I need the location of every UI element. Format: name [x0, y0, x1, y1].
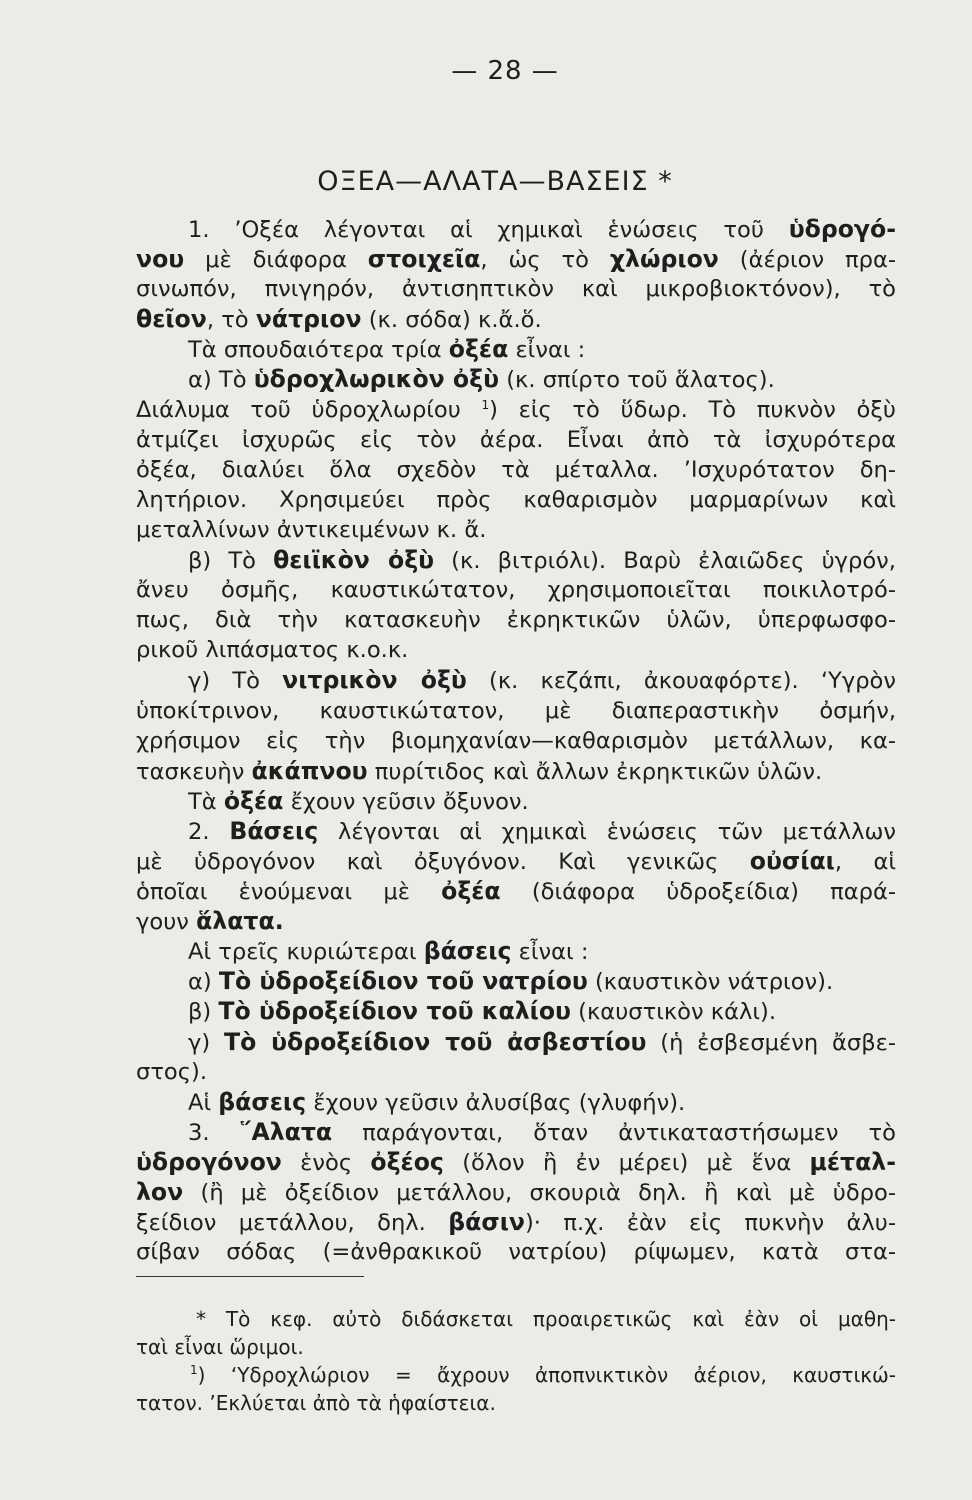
text-line: μὲ ὑδρογόνον καὶ ὀξυγόνον. Καὶ γενικῶς οὐσίαι, αἱ	[136, 846, 896, 875]
page-number: — 28 —	[451, 56, 559, 86]
text-line: ὀξέα, διαλύει ὅλα σχεδὸν τὰ μέταλλα. ’Ισχυρότατον δη-	[136, 456, 896, 483]
text-line: σινωπόν, πνιγηρόν, ἀντισηπτικὸν καὶ μικροβιοκτόνον), τὸ	[136, 276, 896, 303]
text-line: ἀτμίζει ἰσχυρῶς εἰς τὸν ἀέρα. Εἶναι ἀπὸ τὰ ἰσχυρότερα	[136, 426, 896, 453]
footnote-line: * Τὸ κεφ. αὐτὸ διδάσκεται προαιρετικῶς καὶ ἐὰν οἱ μαθη-	[196, 1307, 896, 1331]
text-line: ξείδιον μετάλλου, δηλ. βάσιν)· π.χ. ἐὰν εἰς πυκνὴν ἀλυ-	[136, 1208, 896, 1237]
text-line: χρήσιμον εἰς τὴν βιομηχανίαν—καθαρισμὸν μετάλλων, κα-	[136, 727, 896, 754]
chapter-title: ΟΞΕΑ—ΑΛΑΤΑ—ΒΑΣΕΙΣ *	[317, 166, 673, 197]
text-line: 2. Βάσεις λέγονται αἱ χημικαὶ ἑνώσεις τῶν μετάλλων	[188, 816, 896, 845]
text-line: 3. ῞Αλατα παράγονται, ὅταν ἀντικαταστήσωμεν τὸ	[188, 1117, 896, 1146]
text-line: ὑδρογόνον ἑνὸς ὀξέος (ὅλον ἢ ἐν μέρει) μὲ ἕνα μέταλ-	[136, 1147, 896, 1176]
text-line: ἄνευ ὀσμῆς, καυστικώτατον, χρησιμοποιεῖται ποικιλοτρό-	[136, 577, 896, 604]
footnote-divider	[136, 1276, 364, 1277]
main-text	[136, 214, 896, 1267]
text-line: ὑποκίτρινον, καυστικώτατον, μὲ διαπεραστικὴν ὀσμήν,	[136, 697, 896, 724]
text-line: β) Τὸ θειϊκὸν ὀξὺ (κ. βιτριόλι). Βαρὺ ἐλαιῶδες ὑγρόν,	[188, 546, 896, 575]
text-line: Τὰ ὀξέα ἔχουν γεῦσιν ὄξυνον.	[188, 786, 529, 815]
text-line: λον (ἢ μὲ ὀξείδιον μετάλλου, σκουριὰ δηλ. ἢ καὶ μὲ ὑδρο-	[136, 1178, 896, 1206]
text-line: μεταλλίνων ἀντικειμένων κ. ἄ.	[136, 516, 487, 543]
text-line: Τὰ σπουδαιότερα τρία ὀξέα εἶναι :	[188, 335, 586, 364]
text-line: α) Τὸ ὑδροχλωρικὸν ὀξὺ (κ. σπίρτο τοῦ ἅλατος).	[188, 365, 775, 394]
text-line: γ) Τὸ νιτρικὸν ὀξὺ (κ. κεζάπι, ἀκουαφόρτε). ‘Υγρὸν	[188, 666, 896, 695]
footnote-line: $^1$) ‘Υδροχλώριον = ἄχρουν ἀποπνικτικὸν ἀέριον, καυστικώ-	[190, 1363, 896, 1387]
text-line: Αἱ βάσεις ἔχουν γεῦσιν ἀλυσίβας (γλυφήν).	[188, 1087, 686, 1116]
text-line: σίβαν σόδας (=ἀνθρακικοῦ νατρίου) ρίψωμεν, κατὰ στα-	[136, 1239, 896, 1266]
text-line: πως, διὰ τὴν κατασκευὴν ἐκρηκτικῶν ὑλῶν, ὑπερφωσφο-	[136, 607, 896, 634]
text-line: 1. ’Οξέα λέγονται αἱ χημικαὶ ἑνώσεις τοῦ ὑδρογό-	[188, 215, 896, 243]
text-line: β) Τὸ ὑδροξείδιον τοῦ καλίου (καυστικὸν κάλι).	[188, 997, 777, 1026]
text-line: ὁποῖαι ἑνούμεναι μὲ ὀξέα (διάφορα ὑδροξείδια) παρά-	[136, 877, 896, 906]
text-line: α) Τὸ ὑδροξείδιον τοῦ νατρίου (καυστικὸν νάτριον).	[188, 967, 834, 996]
text-line: γουν ἅλατα.	[136, 907, 284, 936]
text-line: στος).	[136, 1058, 208, 1085]
text-line: ρικοῦ λιπάσματος κ.ο.κ.	[136, 637, 409, 664]
footnotes	[136, 1305, 896, 1417]
text-line: Διάλυμα τοῦ ὑδροχλωρίου $^1$) εἰς τὸ ὕδωρ. Τὸ πυκνὸν ὀξὺ	[136, 396, 896, 423]
text-line: θεῖον, τὸ νάτριον (κ. σόδα) κ.ἄ.ὅ.	[136, 305, 542, 334]
footnote-line: ταὶ εἶναι ὥριμοι.	[136, 1335, 304, 1359]
footnote-line: τατον. ’Εκλύεται ἀπὸ τὰ ἡφαίστεια.	[136, 1391, 496, 1415]
text-line: νου μὲ διάφορα στοιχεῖα, ὡς τὸ χλώριον (ἀέριον πρα-	[136, 245, 896, 274]
text-line: λητήριον. Χρησιμεύει πρὸς καθαρισμὸν μαρμαρίνων καὶ	[136, 486, 896, 513]
text-line: Αἱ τρεῖς κυριώτεραι βάσεις εἶναι :	[188, 937, 589, 966]
text-line: γ) Τὸ ὑδροξείδιον τοῦ ἀσβεστίου (ἡ ἐσβεσμένη ἄσβε-	[188, 1027, 896, 1056]
text-line: τασκευὴν ἀκάπνου πυρίτιδος καὶ ἄλλων ἐκρηκτικῶν ὑλῶν.	[136, 756, 823, 785]
